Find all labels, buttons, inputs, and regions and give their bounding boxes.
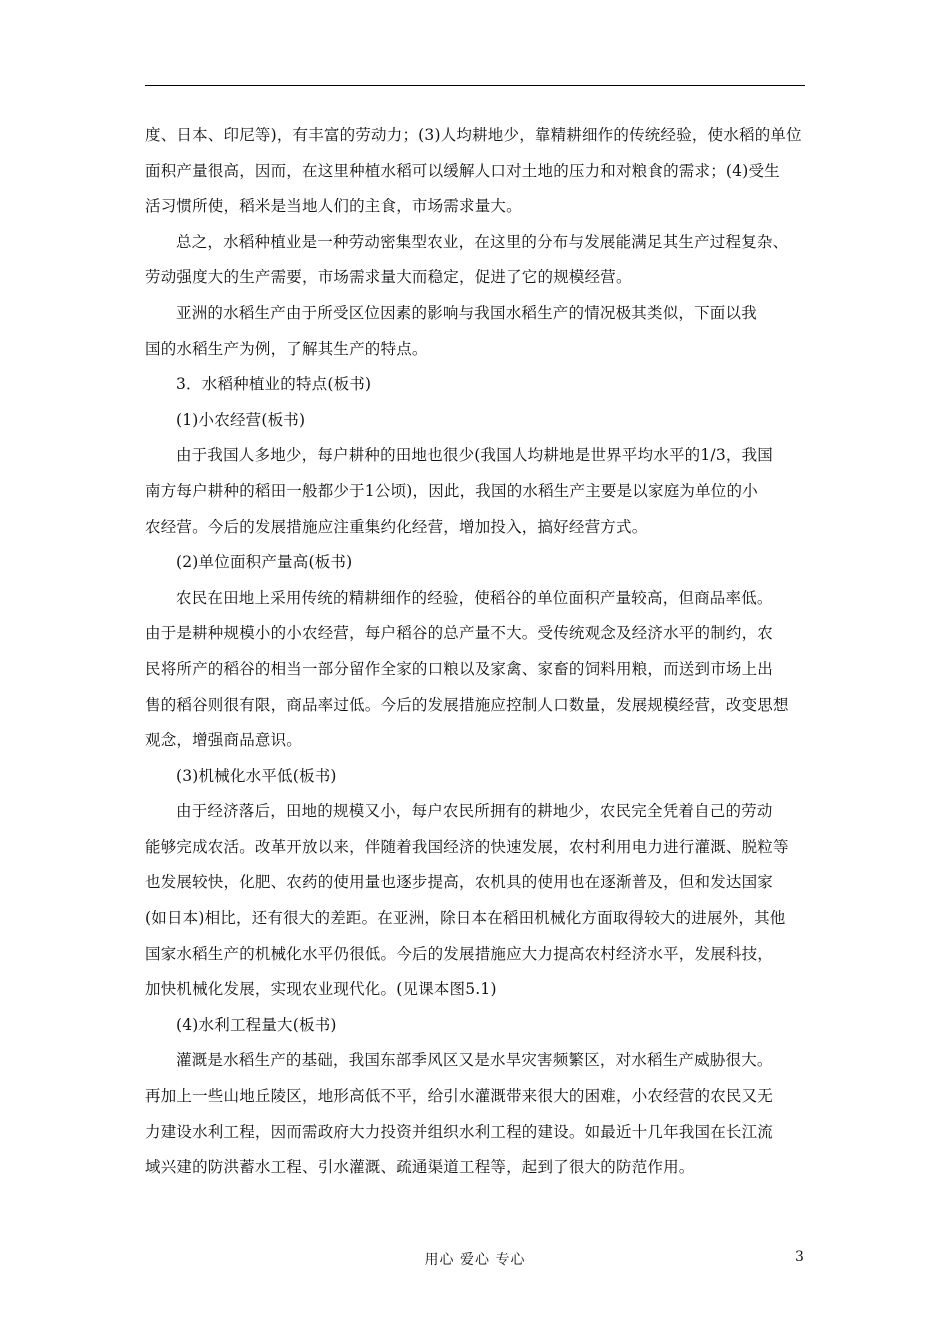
text-line: 由于经济落后，田地的规模又小，每户农民所拥有的耕地少，农民完全凭着自己的劳动 — [176, 802, 773, 821]
text-line: (如日本)相比，还有很大的差距。在亚洲，除日本在稻田机械化方面取得较大的进展外，其他 — [145, 909, 786, 928]
text-line: 面积产量很高，因而，在这里种植水稻可以缓解人口对土地的压力和对粮食的需求；(4)受生 — [145, 161, 780, 180]
text-line: 活习惯所使，稻米是当地人们的主食，市场需求量大。 — [145, 197, 522, 216]
text-line: 国家水稻生产的机械化水平仍很低。今后的发展措施应大力提高农村经济水平，发展科技， — [145, 944, 774, 963]
text-line: 由于我国人多地少，每户耕种的田地也很少(我国人均耕地是世界平均水平的1/3，我国 — [176, 446, 773, 465]
text-line: 加快机械化发展，实现农业现代化。(见课本图5.1) — [145, 980, 497, 999]
text-line: 度、日本、印尼等)，有丰富的劳动力；(3)人均耕地少，靠精耕细作的传统经验，使水稻的单位 — [145, 126, 802, 144]
text-line: 劳动强度大的生产需要，市场需求量大而稳定，促进了它的规模经营。 — [145, 268, 632, 287]
text-line: 观念，增强商品意识。 — [145, 731, 303, 750]
text-line: 域兴建的防洪蓄水工程、引水灌溉、疏通渠道工程等，起到了很大的防范作用。 — [145, 1158, 695, 1177]
text-line: 民将所产的稻谷的相当一部分留作全家的口粮以及家禽、家畜的饲料用粮，而送到市场上出 — [145, 659, 774, 678]
subsection-heading: (1)小农经营(板书) — [176, 410, 306, 429]
text-line: 国的水稻生产为例，了解其生产的特点。 — [145, 339, 428, 358]
text-line: 再加上一些山地丘陵区，地形高低不平，给引水灌溉带来很大的困难，小农经营的农民又无 — [145, 1087, 774, 1106]
body-text — [145, 118, 805, 1186]
text-line: 也发展较快，化肥、农药的使用量也逐步提高，农机具的使用也在逐渐普及，但和发达国家 — [145, 873, 774, 892]
text-line: 灌溉是水稻生产的基础，我国东部季风区又是水旱灾害频繁区，对水稻生产威胁很大。 — [176, 1051, 773, 1070]
text-line: 售的稻谷则很有限，商品率过低。今后的发展措施应控制人口数量，发展规模经营，改变思想 — [145, 695, 789, 714]
text-line: 总之，水稻种植业是一种劳动密集型农业，在这里的分布与发展能满足其生产过程复杂、 — [176, 232, 789, 251]
text-line: 南方每户耕种的稻田一般都少于1公顷)，因此，我国的水稻生产主要是以家庭为单位的小 — [145, 481, 758, 500]
footer-slogan: 用心 爱心 专心 — [424, 1252, 526, 1268]
subsection-heading: (2)单位面积产量高(板书) — [176, 553, 353, 572]
page-number: 3 — [795, 1249, 804, 1265]
text-line: 亚洲的水稻生产由于所受区位因素的影响与我国水稻生产的情况极其类似，下面以我 — [176, 303, 757, 322]
text-line: 能够完成农活。改革开放以来，伴随着我国经济的快速发展，农村利用电力进行灌溉、脱粒等 — [145, 837, 789, 856]
section-heading: 3．水稻种植业的特点(板书) — [176, 375, 372, 394]
text-line: 农经营。今后的发展措施应注重集约化经营，增加投入，搞好经营方式。 — [145, 517, 648, 536]
text-line: 农民在田地上采用传统的精耕细作的经验，使稻谷的单位面积产量较高，但商品率低。 — [176, 588, 773, 607]
text-line: 力建设水利工程，因而需政府大力投资并组织水利工程的建设。如最近十几年我国在长江流 — [145, 1122, 774, 1141]
header-rule — [145, 85, 805, 86]
text-line: 由于是耕种规模小的小农经营，每户稻谷的总产量不大。受传统观念及经济水平的制约，农 — [145, 624, 774, 643]
subsection-heading: (4)水利工程量大(板书) — [176, 1015, 337, 1034]
subsection-heading: (3)机械化水平低(板书) — [176, 766, 337, 785]
